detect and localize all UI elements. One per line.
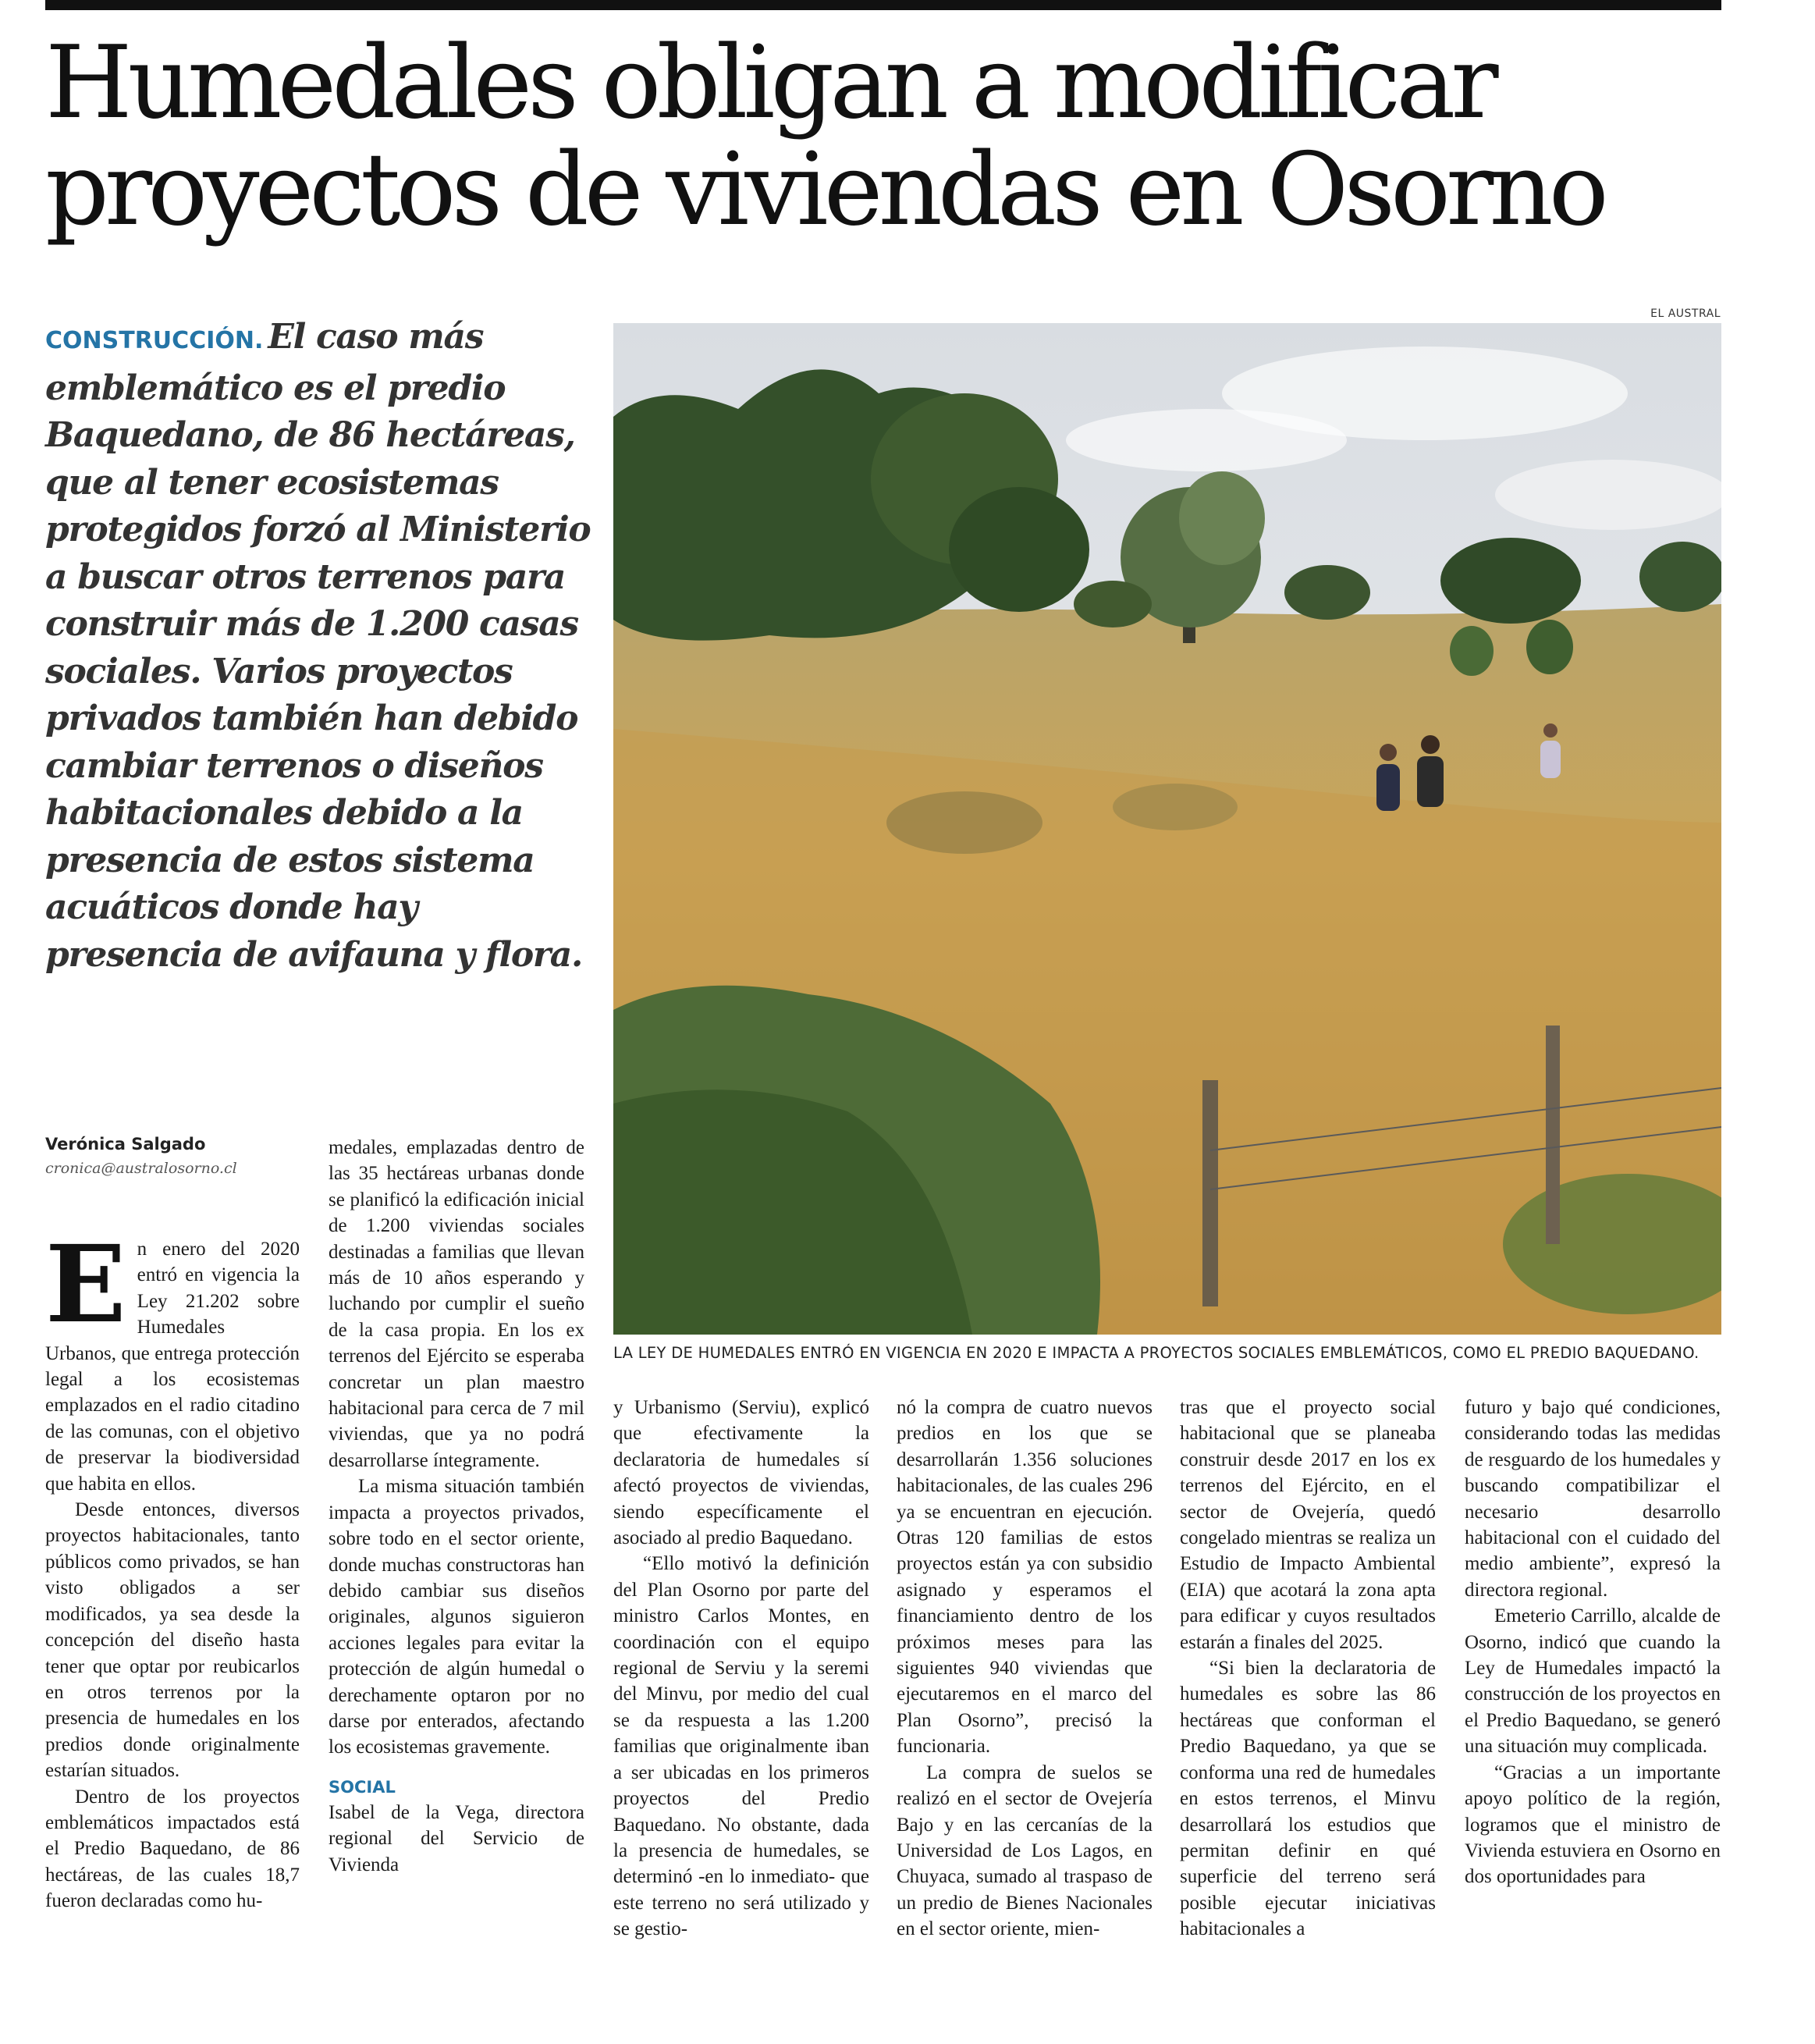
body-paragraph: “Gracias a un importante apoyo político de la región, logramos que el ministro de Vivienda estuviera en Osorno en dos oportunidades para [1465, 1761, 1721, 1888]
body-column-3 [613, 1395, 869, 1943]
body-column-4 [897, 1395, 1153, 1943]
body-paragraph: nó la compra de cuatro nuevos predios en los que se desarrollarán 1.356 soluciones habitacionales, de las cuales 296 ya se encuentran en ejecución. Otras 120 familias de estos proyectos están ya con subsidio asignado y esperamos el financiamiento dentro de los próximos meses para las siguientes 940 viviendas que ejecutaremos en el marco del Plan Osorno”, precisó la funcionaria. [897, 1397, 1153, 1758]
body-column-6 [1465, 1395, 1721, 1890]
body-column-5 [1180, 1395, 1436, 1943]
photo-caption: LA LEY DE HUMEDALES ENTRÓ EN VIGENCIA EN 2020 E IMPACTA A PROYECTOS SOCIALES EMBLEMÁTICOS, COMO EL PREDIO BAQUEDANO. [613, 1344, 1700, 1362]
body-column-1 [45, 1222, 300, 1914]
lead-text: El caso más emblemático es el predio Baquedano, de 86 hectáreas, que al tener ecosistemas protegidos forzó al Ministerio a buscar otros terrenos para construir más de 1.200 casas sociales. Varios proyectos privados también han debido cambiar terrenos o diseños habitacionales debido a la presencia de estos sistema acuáticos donde hay presencia de avifauna y flora. [45, 317, 591, 975]
byline [45, 1135, 303, 1177]
body-column-2 [329, 1135, 584, 1878]
wetland-landscape-image [613, 323, 1721, 1335]
body-paragraph: Dentro de los proyectos emblemáticos impactados está el Predio Baquedano, de 86 hectáreas, de las cuales 18,7 fueron declaradas como hu- [45, 1786, 300, 1912]
section-label: CONSTRUCCIÓN. [45, 327, 264, 354]
top-rule [45, 0, 1721, 10]
lead-paragraph [45, 314, 591, 979]
body-paragraph: medales, emplazadas dentro de las 35 hectáreas urbanas donde se planificó la edificación inicial de 1.200 viviendas sociales destinadas a familias que llevan más de 10 años esperando y luchando por cumplir el sueño de la casa propia. En los ex terrenos del Ejército se esperaba concretar un plan maestro habitacional para cerca de 7 mil viviendas, que ya no podrá desarrollarse íntegramente. [329, 1137, 584, 1471]
subhead-social: SOCIAL [329, 1777, 396, 1797]
drop-cap: E [45, 1222, 126, 1347]
body-paragraph: Desde entonces, diversos proyectos habitacionales, tanto públicos como privados, se han visto obligados a ser modificados, ya sea desde la concepción del diseño hasta tener que optar por reubicarlos en otros terrenos por la presencia de humedales en los predios donde originalmente estarían situados. [45, 1499, 300, 1782]
wetland-photo [613, 323, 1721, 1335]
body-paragraph: “Ello motivó la definición del Plan Osorno por parte del ministro Carlos Montes, en coordinación con el equipo regional de Serviu y la seremi del Minvu, por medio del cual se da respuesta a las 1.200 familias que originalmente iban a ser ubicadas en los primeros proyectos del Predio Baquedano. No obstante, dada la presencia de humedales, se determinó -en lo inmediato- que este terreno no será utilizado y se gestio- [613, 1553, 869, 1940]
headline [45, 25, 1731, 248]
body-paragraph: tras que el proyecto social habitacional que se planeaba construir desde 2017 en los ex terrenos del Ejército, en el sector de Ovejería, quedó congelado mientras se realiza un Estudio de Impacto Ambiental (EIA) que acotará la zona apta para edificar y cuyos resultados estarán a finales del 2025. [1180, 1397, 1436, 1653]
body-paragraph: futuro y bajo qué condiciones, considerando todas las medidas de resguardo de los humedales y buscando compatibilizar el necesario desarrollo habitacional con el cuidado del medio ambiente”, expresó la directora regional. [1465, 1397, 1721, 1601]
headline-line-2: proyectos de viviendas en Osorno [45, 132, 1604, 248]
author-email: cronica@australosorno.cl [45, 1160, 237, 1177]
body-paragraph: Emeterio Carrillo, alcalde de Osorno, indicó que cuando la Ley de Humedales impactó la construcción de los proyectos en el Predio Baquedano, se generó una situación muy complicada. [1465, 1605, 1721, 1758]
body-paragraph: La misma situación también impacta a proyectos privados, sobre todo en el sector oriente, donde muchas constructoras han debido cambiar sus diseños originales, algunos siguieron acciones legales para evitar la protección de algún humedal o derechamente optaron por no darse por enterados, afectando los ecosistemas gravemente. [329, 1476, 584, 1758]
body-paragraph: Isabel de la Vega, directora regional del Servicio de Vivienda [329, 1801, 584, 1875]
body-paragraph: y Urbanismo (Serviu), explicó que efectivamente la declaratoria de humedales sí afectó proyectos de viviendas, siendo específicamente el asociado al predio Baquedano. [613, 1397, 869, 1549]
body-paragraph: n enero del 2020 entró en vigencia la Ley 21.202 sobre Humedales Urbanos, que entrega protección legal a los ecosistemas emplazados en el radio citadino de las comunas, con el objetivo de preservar la biodiversidad que habita en ellos. [45, 1239, 300, 1495]
author-name: Verónica Salgado [45, 1135, 206, 1154]
headline-line-1: Humedales obligan a modificar [45, 25, 1494, 141]
photo-credit: EL AUSTRAL [1650, 307, 1721, 320]
body-paragraph: La compra de suelos se realizó en el sector de Ovejería Bajo y en las cercanías de la Universidad de Los Lagos, en Chuyaca, sumado al traspaso de un predio de Bienes Nacionales en el sector oriente, mien- [897, 1761, 1153, 1940]
body-paragraph: “Si bien la declaratoria de humedales es sobre las 86 hectáreas que conforman el Predio Baquedano, ya que se conforma una red de humedales en estos terrenos, el Minvu desarrollará los estudios que permitan definir en qué superficie del terreno será posible ejecutar iniciativas habitacionales a [1180, 1658, 1436, 1940]
